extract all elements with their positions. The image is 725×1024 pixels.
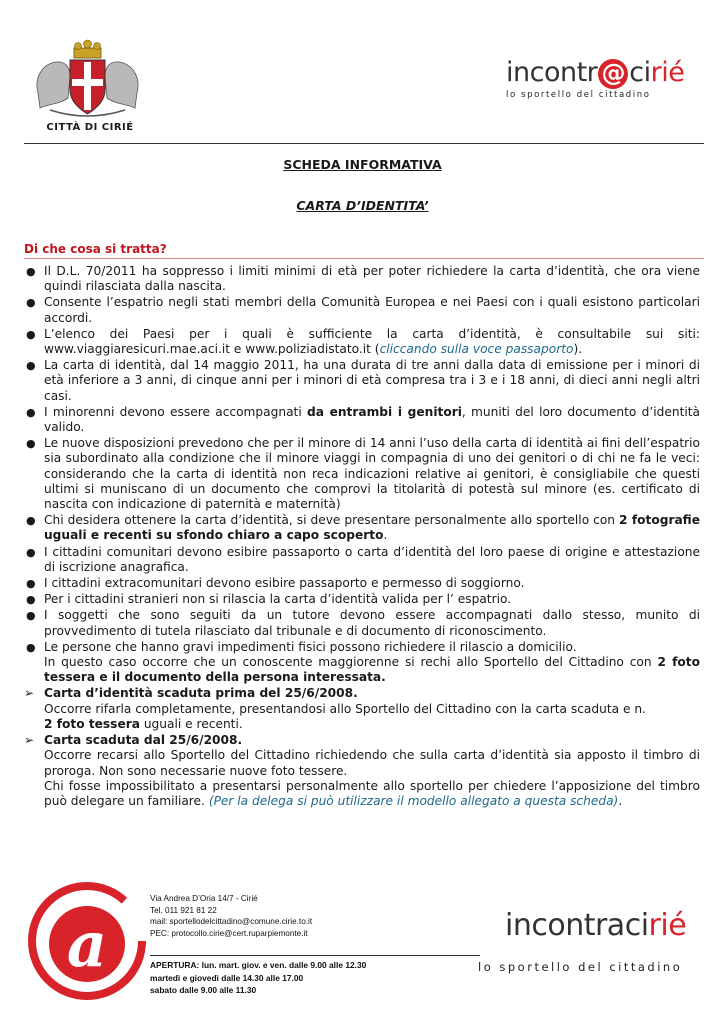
list-item: ● I minorenni devono essere accompagnati da entrambi i genitori, muniti del loro documento d’identità valido. [26,404,700,435]
incontracirie-logo [500,55,705,105]
at-sign-logo-icon [28,882,146,1000]
list-item: ● Le nuove disposizioni prevedono che per il minore di 14 anni l’uso della carta di identità ai fini dell’espatrio sia subordinato alla condizione che il minore viaggi in compagnia di uno dei genitori o di chi ne fa le veci: considerando che la carta di identità non reca indicazioni relative ai genitori, è consigliabile che questi ultimi si muniscano di un documento che comprovi la titolarità di potestà sul minore (es. certificato di nascita con indicazione di paternità e maternità) [26,436,700,512]
bullet-icon: ● [26,265,36,278]
bullet-icon: ● [26,359,36,373]
arrow-right-icon: ➢ [24,733,35,748]
bullet-icon: ● [26,640,36,654]
footer-opening-hours [150,959,366,997]
delega-note: (Per la delega si può utilizzare il modello allegato a questa scheda) [208,793,619,808]
bullet-icon: ● [26,593,36,607]
footer-mail[interactable]: mail: sportellodelcittadino@comune.cirie.to.it [150,917,313,927]
list-item: ● I soggetti che sono seguiti da un tutore devono essere accompagnati dallo stesso, munito di provvedimento di tutela rilasciato dal tribunale e di documento di riconoscimento. [26,608,700,638]
list-item: ● La carta di identità, dal 14 maggio 2011, ha una durata di tre anni dalla data di emissione per i minori di età inferiore a 3 anni, di cinque anni per i minori di età compresa tra i 3 e i 18 anni, di dieci anni negli altri casi. [26,358,700,403]
bullet-icon: ● [26,514,36,528]
hours-line: APERTURA: lun. mart. giov. e ven. dalle 9.00 alle 12.30 [150,960,367,970]
bullet-icon: ● [26,609,36,623]
arrow-item: ➢ Carta d’identità scaduta prima del 25/6/2008. Occorre rifarla completamente, presentandosi allo Sportello del Cittadino con la carta scaduta e n. 2 foto tessera uguali e recenti. [24,686,646,731]
city-crest-logo [30,38,145,120]
list-item: ● I cittadini comunitari devono esibire passaporto o carta d’identità del loro paese di origine e attestazione di iscrizione anagrafica. [26,544,700,574]
list-item: ● L’elenco dei Paesi per i quali è sufficiente la carta d’identità, è consultabile sui siti: www.viaggiaresicuri.mae.aci.it e www.poliziadistato.it (cliccando sulla voce passaporto). [26,326,700,357]
bullet-icon: ● [26,327,36,341]
arrow-right-icon: ➢ [24,686,35,701]
arrow-item: ➢ Carta scaduta dal 25/6/2008. Occorre recarsi allo Sportello del Cittadino richiedendo che sulla carta d’identità sia apposto il timbro di proroga. Non sono necessarie nuove foto tessere. Chi fosse impossibilitato a presentarsi personalmente allo sportello per chiedere l’apposizione del timbro può delegare un familiare. (Per la delega si può utilizzare il modello allegato a questa scheda). [24,733,700,808]
list-item: ● Consente l’espatrio negli stati membri della Comunità Europea e nei Paesi con i quali esistono particolari accordi. [26,295,700,325]
footer-divider [150,955,480,956]
document-title: SCHEDA INFORMATIVA [283,157,442,172]
list-item: ● Il D.L. 70/2011 ha soppresso i limiti minimi di età per poter richiedere la carta d’identità, che ora viene quindi rilasciata dalla nascita. [26,264,700,294]
bullet-icon: ● [26,545,36,559]
at-sign-icon: @ [598,59,628,89]
list-item: ● Le persone che hanno gravi impedimenti fisici possono richiedere il rilascio a domicilio. In questo caso occorre che un conoscente maggiorenne si rechi allo Sportello del Cittadino con 2 foto tessera e il documento della persona interessata. [26,639,700,685]
footer-contacts [150,893,312,939]
hours-line: sabato dalle 9.00 alle 11.30 [150,985,257,996]
bullet-icon: ● [26,437,36,451]
city-name: CITTÀ DI CIRIÉ [46,122,134,133]
logo-tagline: lo sportello del cittadino [506,90,651,100]
document-subtitle: CARTA D’IDENTITA’ [296,198,429,213]
info-list [24,264,700,810]
list-item: ● I cittadini extracomunitari devono esibire passaporto e permesso di soggiorno. [26,576,525,591]
footer-logo-wordmark: incontracirié [505,908,687,943]
footer-phone: Tel. 011 921 81 22 [150,905,217,915]
footer-pec[interactable]: PEC: protocollo.cirie@cert.ruparpiemonte.it [150,928,308,938]
svg-text:a: a [66,908,108,981]
bullet-icon: ● [26,296,36,310]
footer-address: Via Andrea D’Oria 14/7 - Cirié [150,894,258,903]
hours-line: martedì e giovedì dalle 14.30 alle 17.00 [150,972,304,983]
bullet-icon: ● [26,405,36,419]
section-heading: Di che cosa si tratta? [24,242,167,256]
footer-incontracirie-logo [505,908,705,968]
footer-tagline: lo sportello del cittadino [478,960,683,974]
list-item: ● Per i cittadini stranieri non si rilascia la carta d’identità valida per l’ espatrio. [26,592,512,607]
list-item: ● Chi desidera ottenere la carta d’identità, si deve presentare personalmente allo sportello con 2 fotografie uguali e recenti su sfondo chiaro a capo scoperto. [26,513,700,543]
logo-wordmark: incontr @ cirié [506,57,685,88]
passport-link[interactable]: cliccando sulla voce passaporto [379,342,574,357]
bullet-icon: ● [26,577,36,591]
section-divider [24,258,704,259]
header-divider [24,143,704,144]
